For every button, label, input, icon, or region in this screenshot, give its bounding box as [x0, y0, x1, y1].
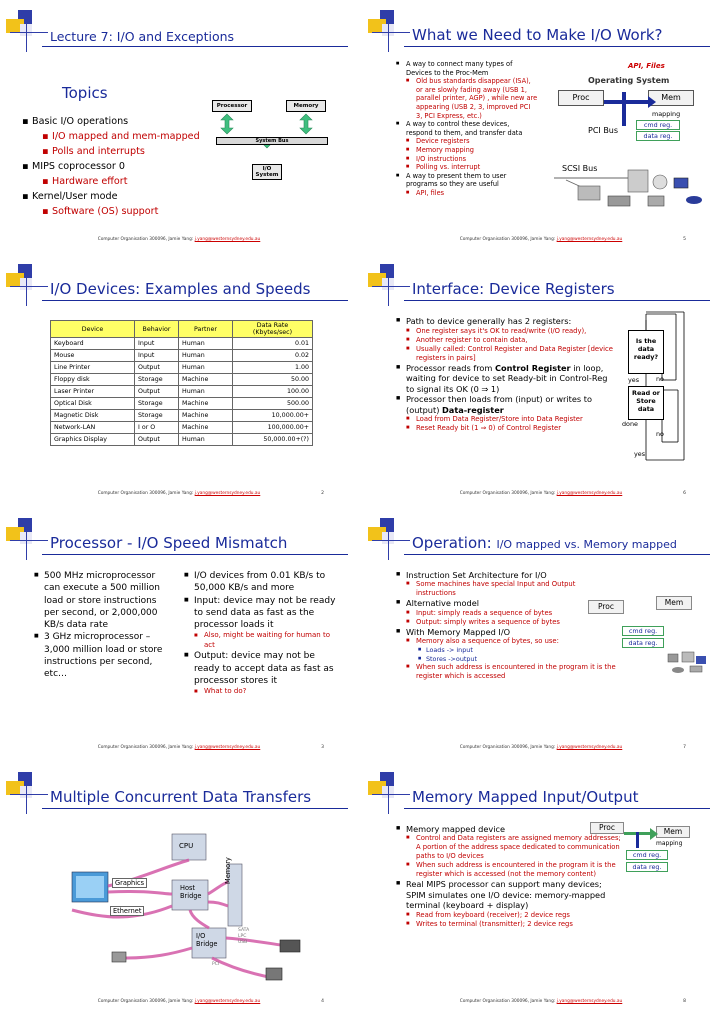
data-reg-box: data reg.	[622, 638, 664, 648]
sub-bullet: ■ Control and Data registers are assigned memory addresses; A portion of the address space dedicated to communication paths to I/O devices	[406, 834, 622, 861]
cell-data-rate: 0.01	[233, 338, 313, 350]
cmd-reg-box: cmd reg.	[636, 120, 680, 130]
slide-footer: Computer Organisation 300096, Jamie Yang: j.yang@westernsydney.edu.au	[459, 745, 623, 750]
slide-footer: Computer Organisation 300096, Jamie Yang: j.yang@westernsydney.edu.au	[97, 745, 261, 750]
bullet: ■ 500 MHz microprocessor can execute a 500 million load or store instructions per second, or 2,000,000 KB/s data rate	[34, 570, 174, 631]
mem-box: Mem	[648, 90, 694, 106]
table-row	[51, 362, 313, 374]
cell-device: Magnetic Disk	[51, 410, 135, 422]
sub-bullet: ■ Memory mapping	[406, 146, 538, 155]
peripheral-devices-icon	[548, 156, 708, 218]
os-label: Operating System	[588, 76, 670, 85]
bullet: ■ Memory mapped device	[396, 824, 622, 834]
flow-yes2-label: yes	[634, 450, 646, 458]
memory-box: Memory	[286, 100, 326, 112]
slide-footer: Computer Organisation 300096, Jamie Yang: j.yang@westernsydney.edu.au	[459, 237, 623, 242]
cell-data-rate: 100,000.00+	[233, 422, 313, 434]
slide-title: I/O Devices: Examples and Speeds	[50, 280, 311, 298]
table-header-row	[51, 321, 313, 338]
cell-data-rate: 500.00	[233, 398, 313, 410]
cell-device: Optical Disk	[51, 398, 135, 410]
cell-partner: Human	[179, 338, 233, 350]
page-number: 4	[321, 999, 324, 1004]
page-number: 5	[683, 237, 686, 242]
sub-bullet: ■ Usually called: Control Register and Data Register [device registers in pairs]	[406, 345, 614, 363]
topics-heading: Topics	[62, 84, 108, 102]
mem-box: Mem	[656, 826, 690, 838]
bullet: ■ With Memory Mapped I/O	[396, 627, 636, 637]
cell-behavior: I or O	[135, 422, 179, 434]
page-number: 2	[321, 491, 324, 496]
footer-email-link[interactable]: j.yang@westernsydney.edu.au	[556, 491, 623, 496]
footer-email-link[interactable]: j.yang@westernsydney.edu.au	[194, 745, 261, 750]
topic-item: ▪ I/O mapped and mem-mapped	[22, 129, 252, 144]
page-number: 3	[321, 745, 324, 750]
slide-footer: Computer Organisation 300096, Jamie Yang: j.yang@westernsydney.edu.au	[97, 491, 261, 496]
bullet: ■ I/O devices from 0.01 KB/s to 50,000 KB/s and more	[184, 570, 342, 595]
sub-bullet: ■ Input: simply reads a sequence of bytes	[406, 609, 636, 618]
cell-partner: Human	[179, 434, 233, 446]
title-decoration	[368, 518, 408, 554]
cell-data-rate: 50.00	[233, 374, 313, 386]
bullet: ■ A way to control these devices, respond to them, and transfer data	[396, 120, 538, 137]
table-row	[51, 410, 313, 422]
table-row	[51, 374, 313, 386]
cell-partner: Human	[179, 362, 233, 374]
slide-title: Lecture 7: I/O and Exceptions	[50, 29, 235, 44]
cell-behavior: Output	[135, 386, 179, 398]
slide-8-bullets	[396, 824, 622, 929]
sub-bullet: ■ Another register to contain data,	[406, 336, 614, 345]
cell-data-rate: 10,000.00+	[233, 410, 313, 422]
slide-title: Memory Mapped Input/Output	[412, 788, 639, 806]
topic-item: ▪ Kernel/User mode	[22, 189, 252, 204]
data-reg-box: data reg.	[626, 862, 668, 872]
cpu-label: CPU	[179, 842, 194, 850]
title-decoration	[6, 264, 46, 300]
cmd-reg-box: cmd reg.	[626, 850, 668, 860]
slide-7	[4, 766, 354, 1010]
bullet: ■ Alternative model	[396, 598, 636, 608]
concurrent-transfer-diagram	[52, 828, 312, 988]
slide-6	[366, 512, 716, 756]
sub-bullet: ■ One register says it's OK to read/write (I/O ready),	[406, 327, 614, 336]
processor-box: Processor	[212, 100, 252, 112]
pci-label: PCI	[212, 962, 220, 967]
scsi-bus-label: SCSI Bus	[562, 164, 598, 173]
devices-icon	[666, 650, 710, 678]
slide-title: Interface: Device Registers	[412, 280, 615, 298]
bullet: ■ Processor reads from Control Register in loop, waiting for device to set Ready-bit in Control-Reg to signal its OK (0 ⇒ 1)	[396, 363, 614, 395]
page-number: 6	[683, 491, 686, 496]
sub-bullet: ■ Writes to terminal (transmitter); 2 device regs	[406, 920, 622, 929]
table-row	[51, 434, 313, 446]
title-decoration	[368, 264, 408, 300]
slide-footer: Computer Organisation 300096, Jamie Yang: j.yang@westernsydney.edu.au	[97, 237, 261, 242]
title-decoration	[6, 10, 46, 46]
sub-bullet: ■ When such address is encountered in the program it is the register which is accessed	[406, 663, 636, 681]
device-speed-table	[50, 320, 313, 446]
slide-footer: Computer Organisation 300096, Jamie Yang: j.yang@westernsydney.edu.au	[97, 999, 261, 1004]
slide-footer: Computer Organisation 300096, Jamie Yang: j.yang@westernsydney.edu.au	[459, 999, 623, 1004]
slide-4-bullets	[396, 316, 614, 433]
sub-bullet: ■ Read from keyboard (receiver); 2 device regs	[406, 911, 622, 920]
title-decoration	[6, 772, 46, 808]
slide-title: Multiple Concurrent Data Transfers	[50, 788, 312, 806]
bullet: ■ Real MIPS processor can support many devices; SPIM simulates one I/O device: memory-mapped terminal (keyboard + display)	[396, 879, 616, 910]
sub-bullet: ■ What to do?	[194, 687, 342, 697]
io-system-box: I/O System	[252, 164, 282, 180]
cell-partner: Machine	[179, 410, 233, 422]
footer-email-link[interactable]: j.yang@westernsydney.edu.au	[194, 237, 261, 242]
sub-bullet: ■ Also, might be waiting for human to act	[194, 631, 342, 650]
col-device: Device	[51, 321, 135, 338]
title-decoration	[368, 772, 408, 808]
graphics-label: Graphics	[112, 878, 147, 888]
slide-2-bullets	[396, 60, 538, 198]
footer-email-link[interactable]: j.yang@westernsydney.edu.au	[556, 999, 623, 1004]
slide-5	[4, 512, 354, 756]
pci-bus-label: PCI Bus	[588, 126, 619, 135]
sub-bullet: ■ I/O instructions	[406, 155, 538, 164]
cmd-reg-box: cmd reg.	[622, 626, 664, 636]
col-partner: Partner	[179, 321, 233, 338]
cell-device: Line Printer	[51, 362, 135, 374]
cell-behavior: Storage	[135, 374, 179, 386]
cell-device: Graphics Display	[51, 434, 135, 446]
flow-decision-box: Is the data ready?	[628, 330, 664, 374]
slide-title: Processor - I/O Speed Mismatch	[50, 534, 288, 552]
slide-4	[366, 258, 716, 502]
topic-item: ▪ Software (OS) support	[22, 204, 252, 219]
cell-partner: Machine	[179, 398, 233, 410]
col-data-rate: Data Rate (Kbytes/sec)	[233, 321, 313, 338]
slide-3	[4, 258, 354, 502]
page-number: 7	[683, 745, 686, 750]
bullet: ■ Path to device generally has 2 registers:	[396, 316, 614, 327]
sub-bullet: ■ Device registers	[406, 137, 538, 146]
cell-partner: Human	[179, 350, 233, 362]
sub-bullet: ■ Memory also a sequence of bytes, so use:	[406, 637, 636, 646]
title-decoration	[368, 10, 408, 46]
slide-title: What we Need to Make I/O Work?	[412, 26, 663, 44]
cell-data-rate: 0.02	[233, 350, 313, 362]
bullet: ■ Input: device may not be ready to send data as fast as the processor loads it	[184, 595, 342, 632]
flow-yes-label: yes	[628, 376, 640, 384]
usb-label: USB	[238, 940, 248, 945]
footer-email-link[interactable]: j.yang@westernsydney.edu.au	[194, 999, 261, 1004]
title-decoration	[6, 518, 46, 554]
slide-1	[4, 4, 354, 248]
memory-label: Memory	[224, 857, 232, 884]
table-row	[51, 386, 313, 398]
bullet: ■ A way to present them to user programs so they are useful	[396, 172, 538, 189]
cell-device: Floppy disk	[51, 374, 135, 386]
footer-email-link[interactable]: j.yang@westernsydney.edu.au	[556, 237, 623, 242]
topic-item: ▪ Hardware effort	[22, 174, 252, 189]
cell-data-rate: 50,000.00+(?)	[233, 434, 313, 446]
table-row	[51, 338, 313, 350]
slide-5-right-column	[184, 570, 342, 697]
system-bus: System Bus	[216, 137, 328, 145]
table-row	[51, 350, 313, 362]
cell-device: Mouse	[51, 350, 135, 362]
slide-6-bullets	[396, 570, 636, 681]
table-row	[51, 398, 313, 410]
bullet: ■ A way to connect many types of Devices to the Proc-Mem	[396, 60, 538, 77]
footer-email-link[interactable]: j.yang@westernsydney.edu.au	[556, 745, 623, 750]
data-reg-box: data reg.	[636, 131, 680, 141]
slide-8	[366, 766, 716, 1010]
topic-item: ▪ Polls and interrupts	[22, 144, 252, 159]
mapping-label: mapping	[652, 110, 681, 118]
slide-2	[366, 4, 716, 248]
cell-behavior: Input	[135, 350, 179, 362]
data-flow-icon	[52, 828, 312, 988]
sub-bullet: ■ Old bus standards disappear (ISA), or are slowly fading away (USB 1, parallel printer, AGP) , while new are appearing (USB 2, 3, improved PCI 3, PCI Express, etc.)	[406, 77, 538, 120]
sub-sub-bullet: ■ Loads -> input	[418, 646, 636, 655]
topic-item: ▪ MIPS coprocessor 0	[22, 159, 252, 174]
cell-data-rate: 1.00	[233, 362, 313, 374]
slide-title: Operation: I/O mapped vs. Memory mapped	[412, 534, 677, 552]
proc-box: Proc	[590, 822, 624, 834]
bullet: ■ Instruction Set Architecture for I/O	[396, 570, 636, 580]
flow-no2-label: no	[656, 430, 664, 438]
bullet: ■ Processor then loads from (input) or writes to (output) Data-register	[396, 394, 614, 415]
sata-label: SATA	[238, 928, 250, 933]
sub-bullet: ■ Load from Data Register/Store into Data Register	[406, 415, 614, 424]
cell-partner: Machine	[179, 374, 233, 386]
sub-bullet: ■ API, files	[406, 189, 538, 198]
mapping-label: mapping	[656, 840, 683, 847]
flow-no-label: no	[656, 375, 664, 383]
footer-email-link[interactable]: j.yang@westernsydney.edu.au	[194, 491, 261, 496]
cell-behavior: Storage	[135, 410, 179, 422]
slide-footer: Computer Organisation 300096, Jamie Yang: j.yang@westernsydney.edu.au	[459, 491, 623, 496]
sub-bullet: ■ Output: simply writes a sequence of bytes	[406, 618, 636, 627]
sub-bullet: ■ Some machines have special Input and Output instructions	[406, 580, 606, 598]
api-files-label: API, Files	[628, 62, 665, 70]
io-bridge-label: I/O Bridge	[196, 932, 218, 948]
cell-behavior: Input	[135, 338, 179, 350]
cell-behavior: Storage	[135, 398, 179, 410]
col-behavior: Behavior	[135, 321, 179, 338]
cell-behavior: Output	[135, 362, 179, 374]
proc-box: Proc	[558, 90, 604, 106]
sub-bullet: ■ Polling vs. interrupt	[406, 163, 538, 172]
bullet: ■ Output: device may not be ready to accept data as fast as processor stores it	[184, 650, 342, 687]
sub-bullet: ■ Reset Ready bit (1 ⇒ 0) of Control Register	[406, 424, 614, 433]
flow-action-box: Read or Store data	[628, 386, 664, 420]
table-row	[51, 422, 313, 434]
cell-data-rate: 100.00	[233, 386, 313, 398]
cell-device: Network-LAN	[51, 422, 135, 434]
bullet: ■ 3 GHz microprocessor – 3,000 million load or store instructions per second, etc…	[34, 631, 174, 680]
cell-device: Laser Printer	[51, 386, 135, 398]
lpc-label: LPC	[238, 934, 247, 939]
proc-box: Proc	[588, 600, 624, 614]
mem-box: Mem	[656, 596, 692, 610]
cell-partner: Machine	[179, 422, 233, 434]
sub-bullet: ■ When such address is encountered in the program it is the register which is accessed (not the memory content)	[406, 861, 622, 879]
cell-device: Keyboard	[51, 338, 135, 350]
ethernet-label: Ethernet	[110, 906, 144, 916]
cell-partner: Human	[179, 386, 233, 398]
slide-5-left-column	[34, 570, 174, 681]
host-bridge-label: Host Bridge	[180, 884, 202, 900]
cell-behavior: Output	[135, 434, 179, 446]
sub-sub-bullet: ■ Stores ->output	[418, 655, 636, 664]
flow-done-label: done	[622, 420, 638, 428]
page-number: 8	[683, 999, 686, 1004]
topic-item: ▪ Basic I/O operations	[22, 114, 252, 129]
